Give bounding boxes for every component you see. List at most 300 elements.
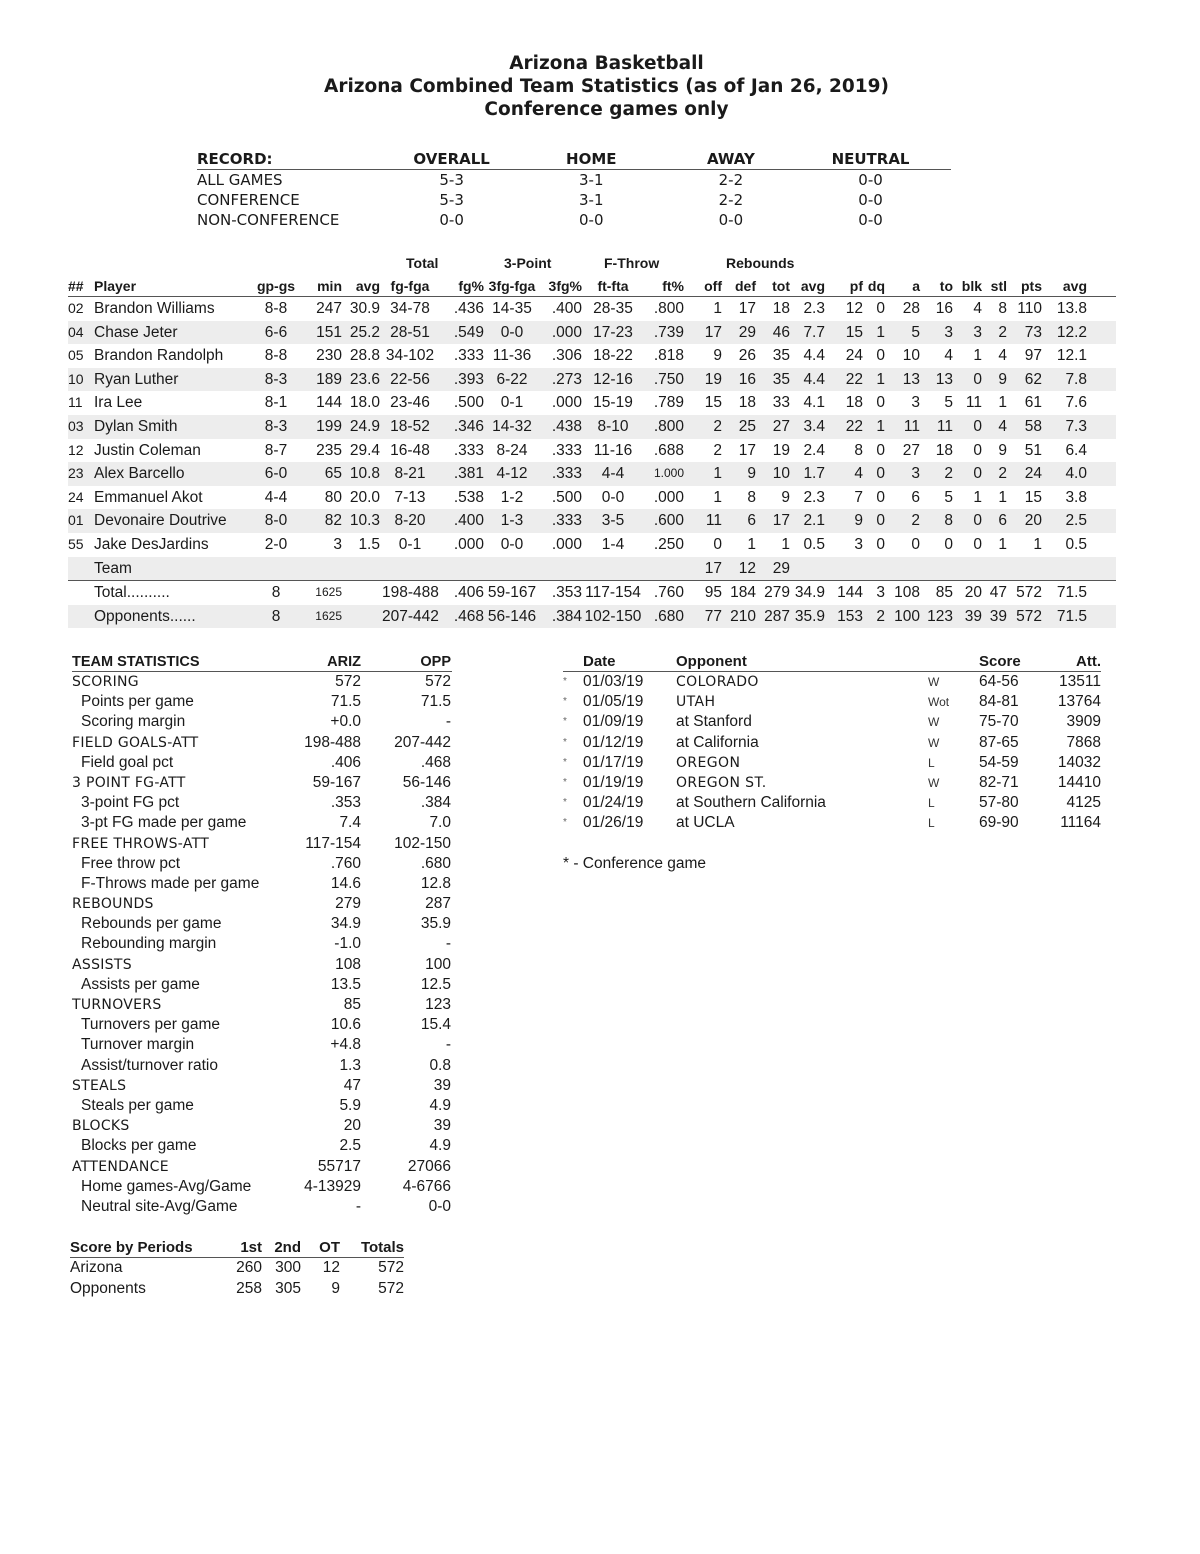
player-row bbox=[68, 344, 1116, 368]
game-result: L bbox=[928, 755, 935, 770]
player-name: Dylan Smith bbox=[94, 417, 178, 435]
player-ft: 0-0 bbox=[601, 488, 625, 506]
game-opponent: at Stanford bbox=[676, 713, 752, 731]
period-1st: 260 bbox=[236, 1259, 262, 1276]
stat-label: Assist/turnover ratio bbox=[81, 1056, 218, 1074]
stat-opp: 12.8 bbox=[420, 874, 451, 892]
player-def: 1 bbox=[747, 535, 756, 553]
col-opp: OPP bbox=[420, 654, 451, 670]
player-def: 17 bbox=[738, 441, 756, 459]
total-dq: 2 bbox=[876, 607, 885, 625]
total-ravg: 34.9 bbox=[794, 584, 825, 602]
stat-ariz: 1.3 bbox=[339, 1056, 361, 1074]
stat-opp: 56-146 bbox=[402, 773, 451, 791]
player-min: 144 bbox=[316, 394, 342, 412]
player-a: 0 bbox=[911, 535, 920, 553]
total-fgp: .468 bbox=[453, 607, 484, 625]
player-min: 230 bbox=[316, 347, 342, 365]
player-min: 80 bbox=[324, 488, 342, 506]
stat-ariz: 55717 bbox=[317, 1157, 361, 1175]
player-a: 13 bbox=[902, 370, 920, 388]
player-ft: 12-16 bbox=[593, 370, 633, 388]
record-away: 2-2 bbox=[718, 191, 744, 209]
player-ftp: .688 bbox=[653, 441, 684, 459]
stat-opp: - bbox=[445, 713, 451, 731]
stat-ariz: -1.0 bbox=[334, 935, 361, 953]
player-fg: 18-52 bbox=[390, 417, 430, 435]
stat-ariz: 34.9 bbox=[330, 915, 361, 933]
player-a: 27 bbox=[902, 441, 920, 459]
record-home: 3-1 bbox=[579, 171, 604, 189]
stat-opp: 7.0 bbox=[429, 814, 451, 832]
player-min: 3 bbox=[333, 535, 342, 553]
player-num: 05 bbox=[68, 347, 84, 364]
player-def: 17 bbox=[738, 300, 756, 317]
player-min: 151 bbox=[316, 323, 342, 341]
player-ravg: 2.1 bbox=[803, 512, 825, 530]
record-col-neutral: NEUTRAL bbox=[831, 150, 910, 168]
stat-ariz: 47 bbox=[343, 1076, 361, 1094]
player-avg: 20.0 bbox=[349, 488, 380, 506]
conference-marker: * bbox=[563, 716, 567, 728]
player-a: 6 bbox=[911, 488, 920, 506]
stat-ariz: 10.6 bbox=[330, 1016, 361, 1034]
record-row bbox=[197, 210, 951, 230]
player-off: 9 bbox=[713, 347, 722, 365]
player-tfg: 8-24 bbox=[496, 441, 528, 459]
player-tfg: 6-22 bbox=[496, 370, 528, 388]
player-pts: 58 bbox=[1024, 417, 1042, 435]
game-score: 87-65 bbox=[979, 733, 1019, 751]
player-tot: 33 bbox=[772, 394, 790, 412]
stat-label: Turnovers per game bbox=[81, 1016, 220, 1034]
player-row bbox=[68, 509, 1116, 533]
player-tfgp: .333 bbox=[551, 465, 582, 483]
player-ravg: 0.5 bbox=[803, 535, 825, 553]
stat-label: Turnover margin bbox=[81, 1036, 195, 1054]
player-ftp: .600 bbox=[653, 512, 684, 530]
player-num: 03 bbox=[68, 417, 84, 434]
player-stl: 4 bbox=[998, 417, 1007, 435]
player-name: Brandon Williams bbox=[94, 300, 215, 317]
player-off: 1 bbox=[713, 465, 722, 483]
total-pts: 572 bbox=[1016, 607, 1042, 625]
team-min bbox=[296, 557, 342, 581]
player-ftp: .818 bbox=[653, 347, 684, 365]
game-opponent: at Southern California bbox=[676, 794, 826, 812]
player-num: 10 bbox=[68, 370, 84, 387]
team-pavg bbox=[1042, 557, 1087, 581]
total-pf: 144 bbox=[837, 584, 863, 602]
player-pf: 3 bbox=[854, 535, 863, 553]
total-name: Total.......... bbox=[94, 584, 170, 602]
stat-label: 3 POINT FG-ATT bbox=[72, 774, 186, 791]
stat-label: TURNOVERS bbox=[72, 997, 162, 1013]
period-2nd: 300 bbox=[275, 1259, 301, 1276]
player-pavg: 12.1 bbox=[1056, 347, 1087, 365]
player-tot: 9 bbox=[781, 488, 790, 506]
stat-label: Scoring margin bbox=[81, 713, 186, 731]
group-total: Total bbox=[406, 255, 439, 271]
player-pts: 51 bbox=[1024, 441, 1042, 459]
player-stl: 4 bbox=[998, 347, 1007, 365]
game-opponent: OREGON ST. bbox=[676, 774, 767, 791]
game-row bbox=[563, 733, 1101, 753]
col-score: Score bbox=[979, 653, 1021, 670]
game-result: W bbox=[928, 675, 940, 689]
stat-label: Home games-Avg/Game bbox=[81, 1177, 252, 1195]
player-row bbox=[68, 533, 1116, 557]
period-1st: 258 bbox=[236, 1279, 262, 1297]
stat-opp: 287 bbox=[425, 895, 451, 913]
record-label: NON-CONFERENCE bbox=[197, 211, 340, 229]
player-tfgp: .306 bbox=[551, 347, 582, 365]
conference-marker: * bbox=[563, 736, 567, 748]
player-tot: 1 bbox=[781, 535, 790, 553]
period-ot: 12 bbox=[322, 1259, 340, 1276]
team-stat-row bbox=[72, 712, 452, 732]
player-def: 9 bbox=[747, 465, 756, 483]
column-header: Player bbox=[94, 278, 137, 294]
game-attendance: 11164 bbox=[1060, 814, 1101, 832]
player-stl: 1 bbox=[998, 488, 1007, 506]
team-statistics-table bbox=[72, 652, 452, 1217]
stat-label: 3-pt FG made per game bbox=[81, 814, 247, 832]
player-min: 82 bbox=[324, 512, 342, 530]
game-date: 01/19/19 bbox=[583, 773, 644, 791]
game-opponent: at California bbox=[676, 733, 759, 751]
player-tfg: 11-36 bbox=[492, 347, 532, 365]
record-col-home: HOME bbox=[566, 150, 617, 168]
game-attendance: 4125 bbox=[1066, 794, 1101, 812]
player-tfgp: .438 bbox=[551, 417, 582, 435]
player-pf: 22 bbox=[845, 417, 863, 435]
player-ftp: 1.000 bbox=[653, 466, 684, 481]
team-row bbox=[68, 557, 1116, 581]
player-fgp: .333 bbox=[453, 441, 484, 459]
col-att: Att. bbox=[1076, 653, 1101, 670]
total-def: 210 bbox=[730, 607, 756, 625]
player-tfgp: .000 bbox=[551, 535, 582, 553]
player-pavg: 6.4 bbox=[1065, 441, 1087, 459]
team-dq bbox=[863, 557, 885, 581]
player-dq: 0 bbox=[876, 535, 885, 553]
total-a: 108 bbox=[894, 584, 920, 602]
player-pavg: 2.5 bbox=[1065, 512, 1087, 530]
stat-opp: 71.5 bbox=[420, 693, 451, 711]
player-blk: 11 bbox=[965, 394, 982, 412]
player-dq: 0 bbox=[876, 394, 885, 412]
game-score: 69-90 bbox=[979, 814, 1019, 832]
player-pf: 9 bbox=[854, 512, 863, 530]
conference-marker: * bbox=[563, 696, 567, 708]
game-attendance: 14032 bbox=[1057, 753, 1101, 771]
player-name: Brandon Randolph bbox=[94, 347, 224, 365]
total-off: 77 bbox=[704, 607, 722, 625]
player-tot: 18 bbox=[772, 300, 790, 317]
game-opponent: COLORADO bbox=[676, 674, 759, 690]
player-stl: 8 bbox=[998, 300, 1007, 317]
team-stat-row bbox=[72, 753, 452, 773]
player-avg: 18.0 bbox=[349, 394, 380, 412]
game-row bbox=[563, 773, 1101, 793]
player-pts: 24 bbox=[1024, 465, 1042, 483]
player-pts: 61 bbox=[1024, 394, 1042, 412]
stat-label: ASSISTS bbox=[72, 956, 132, 973]
team-ft bbox=[582, 557, 644, 581]
periods-header bbox=[70, 1238, 404, 1258]
player-fgp: .381 bbox=[453, 465, 484, 483]
player-def: 26 bbox=[738, 347, 756, 365]
stat-ariz: 279 bbox=[335, 895, 361, 913]
player-to: 8 bbox=[944, 512, 953, 530]
player-ft: 3-5 bbox=[601, 512, 625, 530]
column-header: 3fg% bbox=[548, 278, 582, 294]
game-attendance: 7868 bbox=[1066, 733, 1101, 751]
player-fgp: .500 bbox=[453, 394, 484, 412]
player-gpgs: 8-3 bbox=[264, 417, 288, 435]
player-def: 6 bbox=[747, 512, 756, 530]
player-pts: 20 bbox=[1024, 512, 1042, 530]
team-tot: 29 bbox=[772, 559, 790, 577]
player-min: 235 bbox=[316, 441, 342, 459]
player-pts: 97 bbox=[1024, 347, 1042, 365]
stat-opp: 4.9 bbox=[429, 1096, 451, 1114]
player-ftp: .000 bbox=[653, 488, 684, 506]
player-gpgs: 8-8 bbox=[264, 347, 288, 365]
player-avg: 10.3 bbox=[349, 512, 380, 530]
stat-label: BLOCKS bbox=[72, 1118, 130, 1135]
player-row bbox=[68, 391, 1116, 415]
player-gpgs: 6-6 bbox=[264, 323, 288, 341]
player-dq: 0 bbox=[876, 512, 885, 530]
stat-label: SCORING bbox=[72, 674, 139, 690]
player-num: 55 bbox=[68, 535, 84, 552]
team-stat-row bbox=[72, 1136, 452, 1156]
game-score: 82-71 bbox=[979, 773, 1019, 791]
column-header: fg-fga bbox=[390, 278, 430, 294]
stat-ariz: 71.5 bbox=[330, 693, 361, 711]
player-to: 16 bbox=[935, 300, 953, 317]
total-tfgp: .384 bbox=[551, 607, 582, 625]
player-dq: 0 bbox=[876, 347, 885, 365]
total-off: 95 bbox=[704, 584, 722, 602]
player-ravg: 4.4 bbox=[803, 370, 825, 388]
player-row bbox=[68, 462, 1116, 486]
player-a: 3 bbox=[911, 394, 920, 412]
player-name: Chase Jeter bbox=[94, 323, 178, 341]
game-row bbox=[563, 712, 1101, 732]
total-avg bbox=[342, 581, 380, 605]
player-pavg: 13.8 bbox=[1056, 300, 1087, 317]
player-fgp: .549 bbox=[453, 323, 484, 341]
stat-label: FREE THROWS-ATT bbox=[72, 835, 210, 852]
stat-ariz: 59-167 bbox=[312, 773, 361, 791]
team-fg bbox=[380, 557, 438, 581]
game-row bbox=[563, 813, 1101, 833]
player-pf: 15 bbox=[845, 323, 863, 341]
player-pf: 7 bbox=[854, 488, 863, 506]
game-date: 01/09/19 bbox=[583, 713, 644, 731]
team-stat-row bbox=[72, 692, 452, 712]
player-gpgs: 8-7 bbox=[264, 441, 288, 459]
stat-opp: .680 bbox=[420, 854, 451, 872]
stat-opp: 102-150 bbox=[394, 834, 451, 852]
game-row bbox=[563, 692, 1101, 712]
stat-opp: 572 bbox=[425, 673, 451, 690]
stat-opp: 0-0 bbox=[428, 1197, 451, 1215]
player-tot: 19 bbox=[772, 441, 790, 459]
player-fg: 22-56 bbox=[390, 370, 430, 388]
team-stat-row bbox=[72, 834, 452, 854]
player-gpgs: 8-0 bbox=[264, 512, 288, 530]
player-tfg: 0-1 bbox=[500, 394, 524, 412]
player-to: 18 bbox=[935, 441, 953, 459]
total-gpgs: 8 bbox=[271, 607, 281, 625]
player-off: 11 bbox=[705, 512, 722, 530]
team-blk bbox=[953, 557, 982, 581]
record-overall: 0-0 bbox=[439, 211, 464, 229]
column-header: blk bbox=[961, 278, 982, 294]
record-table bbox=[197, 150, 951, 230]
player-tfgp: .273 bbox=[551, 370, 582, 388]
player-gpgs: 8-8 bbox=[264, 300, 288, 317]
team-stat-row bbox=[72, 1096, 452, 1116]
team-stat-row bbox=[72, 854, 452, 874]
player-ft: 11-16 bbox=[593, 441, 633, 459]
player-dq: 1 bbox=[876, 323, 885, 341]
record-home: 3-1 bbox=[579, 191, 604, 209]
periods-title: Score by Periods bbox=[70, 1239, 193, 1256]
total-tfg: 56-146 bbox=[487, 607, 537, 625]
stat-label: Field goal pct bbox=[81, 753, 174, 771]
team-stat-row bbox=[72, 1076, 452, 1096]
total-ft: 102-150 bbox=[584, 607, 642, 625]
player-dq: 0 bbox=[876, 488, 885, 506]
group-rebounds: Rebounds bbox=[726, 255, 795, 271]
team-num bbox=[68, 557, 94, 581]
player-num: 11 bbox=[68, 394, 83, 411]
column-group-headers bbox=[68, 253, 1116, 275]
player-blk: 0 bbox=[973, 417, 982, 435]
player-ft: 28-35 bbox=[593, 300, 633, 317]
player-to: 11 bbox=[936, 417, 953, 435]
player-off: 1 bbox=[713, 488, 722, 506]
record-neutral: 0-0 bbox=[858, 191, 883, 209]
team-pts bbox=[1007, 557, 1042, 581]
player-ft: 17-23 bbox=[593, 323, 633, 341]
stat-opp: 15.4 bbox=[420, 1016, 451, 1034]
team-stat-row bbox=[72, 894, 452, 914]
record-neutral: 0-0 bbox=[858, 211, 883, 229]
stat-ariz: +0.0 bbox=[330, 713, 361, 731]
player-avg: 10.8 bbox=[349, 465, 380, 483]
periods-row bbox=[70, 1279, 404, 1300]
stat-label: Free throw pct bbox=[81, 854, 181, 872]
player-fg: 34-78 bbox=[390, 300, 430, 317]
stat-label: FIELD GOALS-ATT bbox=[72, 734, 199, 751]
player-pavg: 0.5 bbox=[1065, 535, 1087, 553]
player-name: Ryan Luther bbox=[94, 370, 179, 388]
player-fg: 7-13 bbox=[394, 488, 426, 506]
player-tfgp: .500 bbox=[551, 488, 582, 506]
player-fgp: .538 bbox=[453, 488, 484, 506]
player-off: 2 bbox=[713, 441, 722, 459]
player-def: 8 bbox=[747, 488, 756, 506]
player-off: 19 bbox=[704, 370, 722, 388]
player-ft: 1-4 bbox=[601, 535, 625, 553]
player-pavg: 7.8 bbox=[1065, 370, 1087, 388]
record-neutral: 0-0 bbox=[858, 171, 883, 189]
record-overall: 5-3 bbox=[439, 191, 464, 209]
column-header: pts bbox=[1021, 278, 1042, 294]
game-opponent: at UCLA bbox=[676, 814, 735, 832]
game-score: 84-81 bbox=[979, 693, 1019, 711]
total-a: 100 bbox=[894, 607, 920, 625]
stat-ariz: 2.5 bbox=[339, 1137, 361, 1155]
player-off: 2 bbox=[713, 417, 722, 435]
column-header: ft-fta bbox=[597, 278, 629, 294]
player-fgp: .333 bbox=[453, 347, 484, 365]
game-result: W bbox=[928, 735, 940, 750]
schedule-footnote: * - Conference game bbox=[563, 854, 707, 872]
team-gpgs bbox=[256, 557, 296, 581]
record-away: 0-0 bbox=[718, 211, 744, 229]
player-gpgs: 8-1 bbox=[264, 394, 288, 412]
player-a: 11 bbox=[903, 417, 920, 435]
player-stats-table bbox=[68, 253, 1116, 628]
stat-label: Neutral site-Avg/Game bbox=[81, 1197, 238, 1215]
game-row bbox=[563, 753, 1101, 773]
player-dq: 0 bbox=[876, 300, 885, 317]
team-stat-row bbox=[72, 874, 452, 894]
player-a: 2 bbox=[911, 512, 920, 530]
player-stl: 1 bbox=[998, 394, 1007, 412]
total-avg bbox=[342, 605, 380, 629]
team-stat-row bbox=[72, 733, 452, 753]
stat-ariz: 13.5 bbox=[330, 975, 361, 993]
col-ariz: ARIZ bbox=[327, 654, 361, 670]
total-stl: 47 bbox=[989, 584, 1007, 602]
game-opponent: OREGON bbox=[676, 754, 741, 771]
player-num: 12 bbox=[68, 441, 84, 458]
total-dq: 3 bbox=[876, 584, 885, 602]
total-fg: 198-488 bbox=[382, 584, 439, 602]
total-ft: 117-154 bbox=[585, 584, 641, 602]
team-stat-row bbox=[72, 813, 452, 833]
total-to: 85 bbox=[935, 584, 953, 602]
total-num bbox=[68, 605, 94, 629]
column-header: avg bbox=[800, 278, 825, 294]
stat-ariz: .406 bbox=[330, 753, 361, 771]
player-num: 01 bbox=[68, 512, 84, 529]
stat-ariz: 85 bbox=[343, 996, 361, 1013]
game-result: Wot bbox=[928, 695, 950, 710]
team-avg bbox=[342, 557, 380, 581]
team-ravg bbox=[790, 557, 825, 581]
total-gpgs: 8 bbox=[271, 584, 281, 602]
player-ravg: 4.1 bbox=[803, 394, 825, 412]
player-tfg: 0-0 bbox=[500, 323, 524, 341]
stat-ariz: 108 bbox=[335, 955, 361, 973]
stat-label: Blocks per game bbox=[81, 1137, 197, 1155]
team-stat-row bbox=[72, 934, 452, 954]
column-header: def bbox=[735, 278, 756, 294]
player-blk: 0 bbox=[973, 465, 982, 483]
col-ot: OT bbox=[319, 1239, 340, 1256]
total-min: 1625 bbox=[315, 585, 342, 600]
game-date: 01/03/19 bbox=[583, 673, 644, 690]
